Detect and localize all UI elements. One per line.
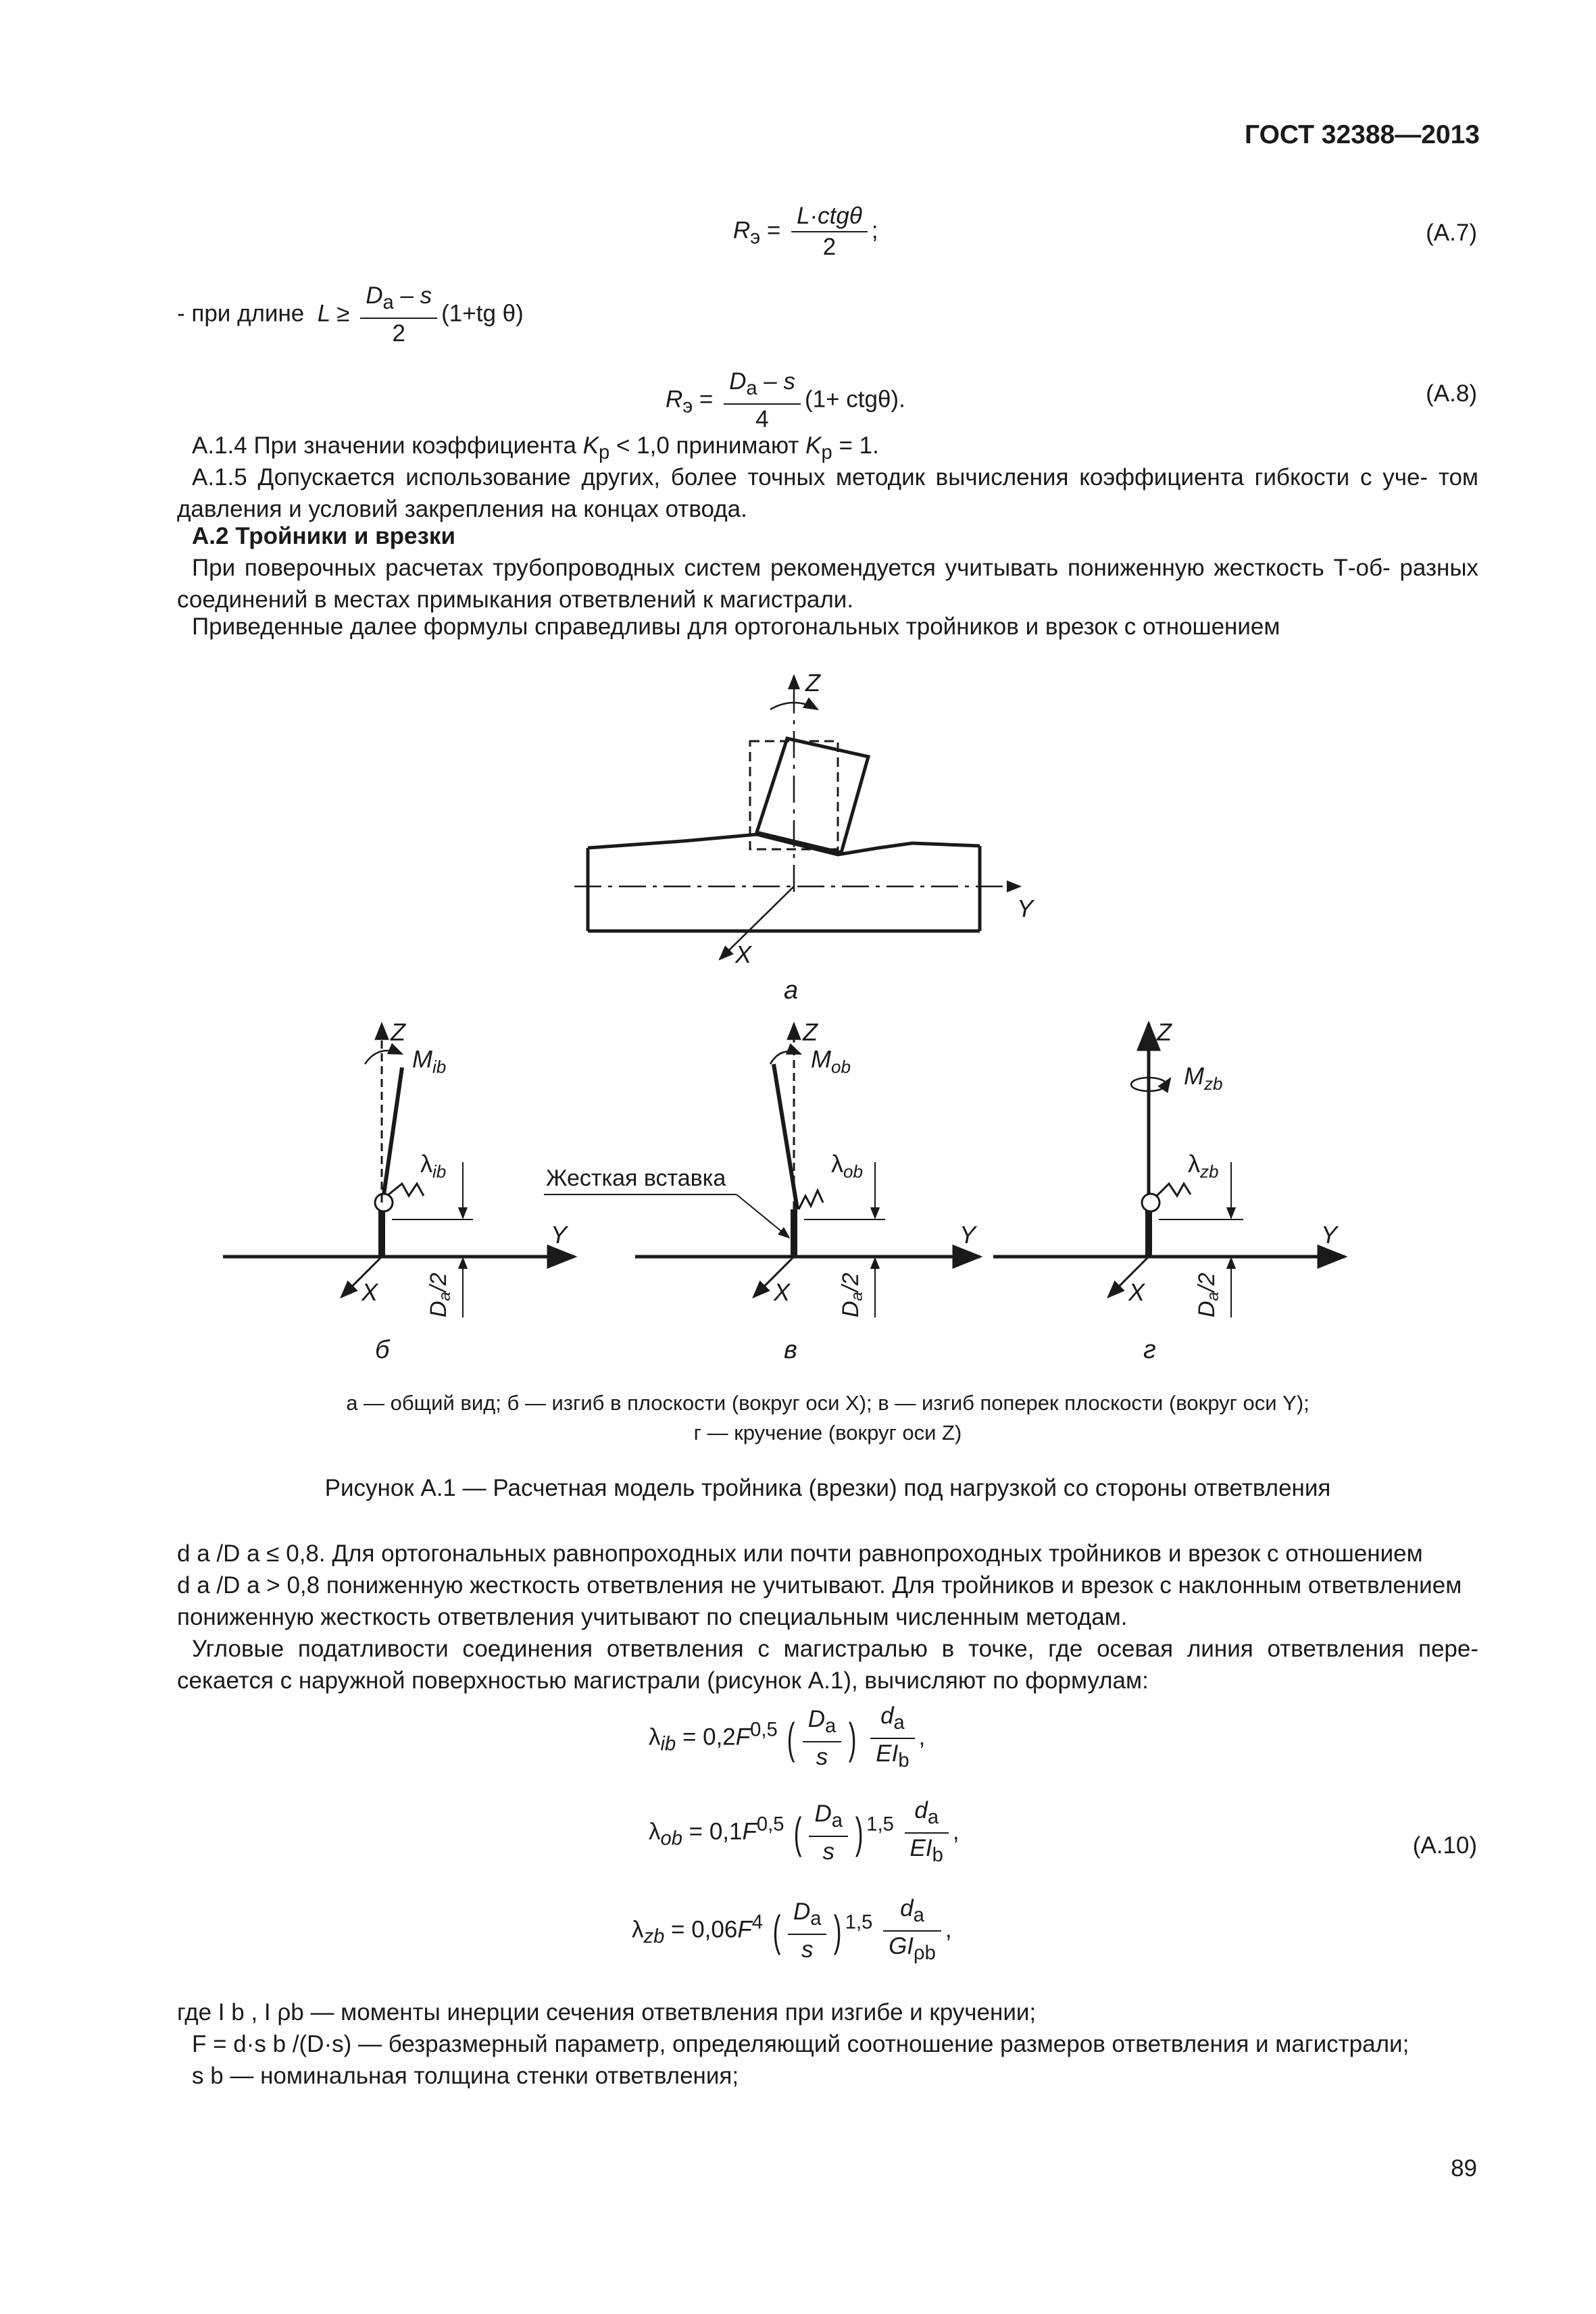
- paragraph-a2-2: Приведенные далее формулы справедливы для ортогональных тройников и врезок с отношением: [192, 613, 1280, 640]
- subfigure-a-label: а: [784, 976, 799, 1005]
- length-condition: - при длине L ≥ $\frac{D_a - s}{2}$ (1+tg θ): [177, 282, 524, 347]
- panel-g-schematic: [993, 1024, 1345, 1317]
- equation-lambda-ib: $\lambda_{ib} = 0,2F^{0,5}$ ( $\frac{D_a}{s}$ ) $\frac{d_a}{EI_b}$ ,: [649, 1703, 926, 1771]
- tee-main-sketch: [574, 676, 1020, 959]
- panel-g-y-label: Y: [1321, 1221, 1338, 1249]
- panel-b-x-label: X: [361, 1278, 378, 1306]
- panel-g-lambda-label: $\lambda_{zb}$: [1188, 1150, 1219, 1182]
- panel-v-x-label: X: [774, 1278, 791, 1306]
- main-axis-x-label: X: [735, 940, 752, 968]
- equation-a8: $R_э$ = $\frac{D_a - s}{4}$ (1+ ctgθ).: [666, 368, 905, 432]
- paragraph-after-1: d a /D a ≤ 0,8. Для ортогональных равнопроходных или почти равнопроходных тройников и врезок с отношением: [177, 1540, 1423, 1567]
- panel-v-z-label: Z: [803, 1018, 818, 1046]
- subfigure-v-label: в: [784, 1336, 797, 1364]
- equation-number-a8: (A.8): [1426, 380, 1477, 407]
- subfigure-g-label: г: [1143, 1336, 1156, 1364]
- equation-lambda-ob: $\lambda_{ob} = 0,1F^{0,5}$ ( $\frac{D_a}{s}$ ) $^{1,5}$ $\frac{d_a}{EI_b}$ ,: [649, 1797, 959, 1866]
- panel-b-da-label: Da/2: [426, 1272, 454, 1317]
- definition-sb: s b — номинальная толщина стенки ответвления;: [192, 2063, 739, 2089]
- main-axis-y-label: Y: [1017, 895, 1034, 922]
- figure-a1: [0, 649, 1596, 1378]
- panel-b-z-label: Z: [391, 1018, 405, 1046]
- panel-b-schematic: [223, 1024, 574, 1317]
- equation-a7: $R_э$ = $\frac{\text{L·ctgθ}}{2}$ ;: [733, 203, 878, 260]
- panel-b-moment-label: $M_{ib}$: [412, 1045, 447, 1077]
- main-axis-z-label: Z: [805, 669, 820, 697]
- panel-v-lambda-label: $\lambda_{ob}$: [831, 1150, 863, 1182]
- panel-g-x-label: X: [1128, 1278, 1145, 1306]
- paragraph-a15: A.1.5 Допускается использование других, более точных методик вычисления коэффициента гибкости с уче- том давления и условий закрепления на концах отвода.: [177, 464, 1478, 522]
- panel-v-y-label: Y: [959, 1221, 976, 1249]
- paragraph-a2-1: При поверочных расчетах трубопроводных систем рекомендуется учитывать пониженную жесткость Т-об- разных соединений в местах примыкания ответвлений к магистрали.: [177, 555, 1478, 613]
- panel-b-lambda-label: $\lambda_{ib}$: [420, 1150, 447, 1182]
- panel-v-moment-label: $M_{ob}$: [811, 1045, 851, 1077]
- section-heading-a2: A.2 Тройники и врезки: [192, 523, 455, 549]
- rigid-insert-label: Жесткая вставка: [546, 1165, 726, 1191]
- figure-legend-line-1: а — общий вид; б — изгиб в плоскости (вокруг оси X); в — изгиб поперек плоскости (вокруг оси Y);: [346, 1391, 1310, 1415]
- panel-g-da-label: Da/2: [1194, 1272, 1222, 1317]
- panel-g-moment-label: $M_{zb}$: [1184, 1062, 1223, 1094]
- paragraph-after-2: d a /D a > 0,8 пониженную жесткость ответвления не учитывают. Для тройников и врезок с наклонным ответвлением: [177, 1572, 1462, 1599]
- page-number: 89: [1451, 2155, 1477, 2182]
- definition-f-param: F = d·s b /(D·s) — безразмерный параметр, определяющий соотношение размеров ответвления и магистрали;: [192, 2031, 1410, 2057]
- paragraph-after-3: пониженную жесткость ответвления учитывают по специальным численным методам.: [177, 1604, 1128, 1630]
- panel-b-y-label: Y: [551, 1221, 568, 1249]
- paragraph-a14: A.1.4 При значении коэффициента $K_p < 1,0$ принимают $K_p = 1$.: [192, 432, 879, 463]
- equation-lambda-zb: $\lambda_{zb} = 0,06F^4$ ( $\frac{D_a}{s}$ ) $^{1,5}$ $\frac{d_a}{GI_{\rho b}}$ ,: [632, 1895, 952, 1964]
- panel-g-z-label: Z: [1157, 1018, 1172, 1046]
- figure-title: Рисунок A.1 — Расчетная модель тройника (врезки) под нагрузкой со стороны ответвления: [324, 1475, 1331, 1501]
- paragraph-after-4: Угловые податливости соединения ответвления с магистралью в точке, где осевая линия ответвления пере- секается с наружной поверхностью магистрали (рисунок A.1), вычисляют по формулам:: [177, 1636, 1478, 1694]
- subfigure-b-label: б: [375, 1336, 390, 1364]
- equation-number-a7: (A.7): [1426, 220, 1477, 246]
- panel-v-da-label: Da/2: [838, 1272, 866, 1317]
- definition-inertia: где I b , I ρb — моменты инерции сечения ответвления при изгибе и кручении;: [177, 1999, 1037, 2026]
- equation-number-a10: (A.10): [1412, 1832, 1477, 1859]
- figure-legend-line-2: г — кручение (вокруг оси Z): [693, 1421, 962, 1444]
- standard-header: ГОСТ 32388—2013: [1245, 120, 1480, 149]
